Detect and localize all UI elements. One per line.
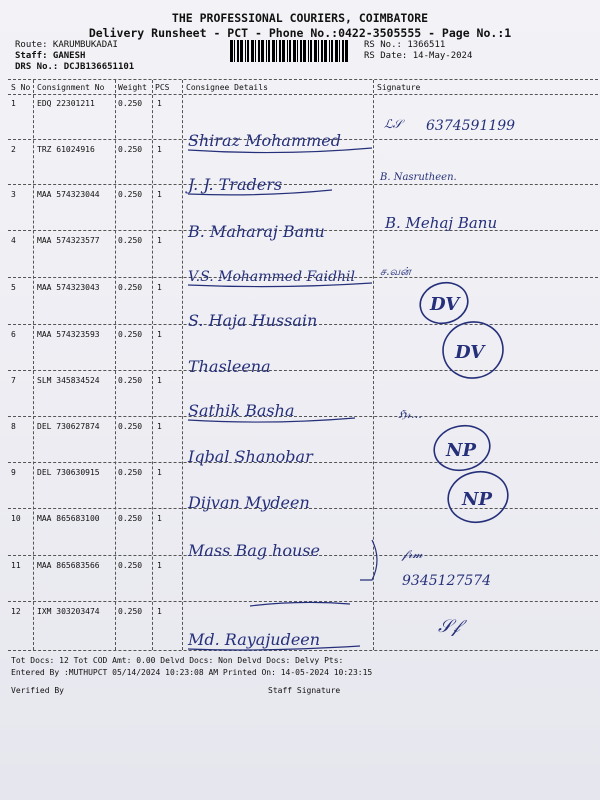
cell-pcs: 1 <box>157 607 162 616</box>
signature-mark: ℒ𝒮 <box>384 117 402 131</box>
barcode-bar <box>261 40 264 62</box>
cell-consignment: MAA 865683100 <box>37 514 100 523</box>
cell-sno: 10 <box>11 514 21 523</box>
col-header-consignment: Consignment No <box>37 83 105 92</box>
status-dv: DV <box>455 342 485 363</box>
status-circles <box>416 277 513 527</box>
cell-sno: 1 <box>11 99 16 108</box>
entered-by-line: Entered By :MUTHUPCT 05/14/2024 10:23:08 AM Printed On: 14-05-2024 10:23:15 <box>11 668 373 677</box>
rs-number: RS No.: 1366511 <box>364 40 446 50</box>
row-rule <box>8 277 598 278</box>
row-rule <box>8 324 598 325</box>
cell-pcs: 1 <box>157 190 162 199</box>
barcode-bar <box>345 40 348 62</box>
staff-signature-label: Staff Signature <box>268 686 341 695</box>
consignee-handwriting: B. Maharaj Banu <box>188 222 325 241</box>
barcode-bar <box>240 40 243 62</box>
status-np: NP <box>462 489 492 510</box>
barcode-bar <box>289 40 291 62</box>
signature-scribble: ℌ𝓇… <box>398 408 422 421</box>
row-rule <box>8 370 598 371</box>
barcode-bar <box>324 40 327 62</box>
company-title: THE PROFESSIONAL COURIERS, COIMBATORE <box>171 11 429 25</box>
cell-weight: 0.250 <box>118 514 143 523</box>
cell-pcs: 1 <box>157 514 162 523</box>
consignee-handwriting: Dijvan Mydeen <box>188 493 310 512</box>
barcode-bar <box>237 40 239 62</box>
cell-sno: 8 <box>11 422 16 431</box>
barcode-bar <box>230 40 233 62</box>
status-dv: DV <box>430 294 460 315</box>
barcode-bar <box>342 40 344 62</box>
cell-sno: 9 <box>11 468 16 477</box>
signature-scribble: 𝒮𝒻 <box>438 616 460 637</box>
barcode-bar <box>287 40 288 62</box>
consignee-handwriting: J. J. Traders <box>188 175 283 194</box>
barcode-bar <box>247 40 249 62</box>
cell-consignment: MAA 574323577 <box>37 236 100 245</box>
cell-weight: 0.250 <box>118 422 143 431</box>
header-rule <box>8 94 598 95</box>
barcode-bar <box>331 40 333 62</box>
cell-consignment: EDQ 22301211 <box>37 99 95 108</box>
consignee-handwriting: Mass Bag house <box>188 541 320 560</box>
row-rule <box>8 184 598 185</box>
cell-sno: 3 <box>11 190 16 199</box>
col-header-pcs: PCS <box>155 83 170 92</box>
cell-sno: 6 <box>11 330 16 339</box>
barcode-bar <box>310 40 312 62</box>
barcode-bar <box>297 40 298 62</box>
barcode-bar <box>268 40 270 62</box>
runsheet-title: Delivery Runsheet - PCT - Phone No.:0422-3505555 - Page No.:1 <box>88 26 512 40</box>
route-label: Route: KARUMBUKADAI <box>15 40 118 50</box>
barcode-bar <box>245 40 246 62</box>
row-rule <box>8 508 598 509</box>
signature-phone: 6374591199 <box>426 118 516 134</box>
staff-label: Staff: GANESH <box>15 51 86 61</box>
cell-weight: 0.250 <box>118 283 143 292</box>
barcode-bar <box>279 40 281 62</box>
cell-consignment: DEL 730627874 <box>37 422 100 431</box>
consignee-handwriting: Sathik Basha <box>188 401 295 420</box>
cell-pcs: 1 <box>157 330 162 339</box>
cell-pcs: 1 <box>157 283 162 292</box>
cell-weight: 0.250 <box>118 561 143 570</box>
barcode-bar <box>318 40 319 62</box>
barcode-bar <box>272 40 275 62</box>
cell-consignment: IXM 303203474 <box>37 607 100 616</box>
row-rule <box>8 601 598 602</box>
cell-weight: 0.250 <box>118 468 143 477</box>
signature-scribble: ச.வன் <box>380 265 411 278</box>
signature-scribble: 𝒻𝓇𝓂 <box>402 547 423 561</box>
barcode-bar <box>321 40 323 62</box>
cell-weight: 0.250 <box>118 145 143 154</box>
barcode-image <box>230 40 350 62</box>
cell-pcs: 1 <box>157 376 162 385</box>
cell-sno: 11 <box>11 561 21 570</box>
barcode-bar <box>339 40 340 62</box>
barcode-bar <box>282 40 285 62</box>
cell-consignment: TRZ 61024916 <box>37 145 95 154</box>
consignee-handwriting: Shiraz Mohammed <box>188 131 341 150</box>
rs-date: RS Date: 14-May-2024 <box>364 51 473 61</box>
consignee-handwriting: Iqbal Shanobar <box>188 447 313 466</box>
barcode-bar <box>276 40 277 62</box>
column-divider <box>33 80 34 650</box>
cell-consignment: DEL 730630915 <box>37 468 100 477</box>
signature-phone: 9345127574 <box>402 573 492 589</box>
cell-weight: 0.250 <box>118 236 143 245</box>
cell-pcs: 1 <box>157 561 162 570</box>
cell-weight: 0.250 <box>118 607 143 616</box>
column-divider <box>152 80 153 650</box>
column-divider <box>373 80 374 650</box>
cell-sno: 4 <box>11 236 16 245</box>
cell-pcs: 1 <box>157 99 162 108</box>
barcode-bar <box>255 40 256 62</box>
barcode-bar <box>314 40 317 62</box>
barcode-bar <box>303 40 306 62</box>
row-rule <box>8 462 598 463</box>
barcode-bar <box>329 40 330 62</box>
signature-text: B. Nasrutheen. <box>380 172 457 183</box>
cell-weight: 0.250 <box>118 99 143 108</box>
cell-consignment: MAA 574323593 <box>37 330 100 339</box>
column-divider <box>115 80 116 650</box>
cell-pcs: 1 <box>157 236 162 245</box>
col-header-sno: S No <box>11 83 31 92</box>
cell-consignment: MAA 574323043 <box>37 283 100 292</box>
column-divider <box>182 80 183 650</box>
cell-weight: 0.250 <box>118 190 143 199</box>
cell-consignment: MAA 574323044 <box>37 190 100 199</box>
barcode-bar <box>300 40 302 62</box>
barcode-bar <box>234 40 235 62</box>
col-header-signature: Signature <box>377 83 421 92</box>
table-top-rule <box>8 79 598 80</box>
status-np: NP <box>446 440 476 461</box>
cell-consignment: MAA 865683566 <box>37 561 100 570</box>
barcode-bar <box>266 40 267 62</box>
cell-pcs: 1 <box>157 145 162 154</box>
row-rule <box>8 416 598 417</box>
consignee-handwriting: Md. Rayajudeen <box>188 630 321 649</box>
table-bottom-rule <box>8 650 598 651</box>
cell-sno: 12 <box>11 607 21 616</box>
barcode-bar <box>293 40 296 62</box>
consignee-handwriting: V.S. Mohammed Faidhil <box>188 269 356 285</box>
barcode-bar <box>335 40 338 62</box>
cell-weight: 0.250 <box>118 376 143 385</box>
verified-by-label: Verified By <box>11 686 64 695</box>
cell-consignment: SLM 345834524 <box>37 376 100 385</box>
totals-line: Tot Docs: 12 Tot COD Amt: 0.00 Delvd Docs: Non Delvd Docs: Delvy Pts: <box>11 656 344 665</box>
row-rule <box>8 230 598 231</box>
cell-weight: 0.250 <box>118 330 143 339</box>
signature-text: B. Mehaj Banu <box>385 214 498 232</box>
cell-sno: 7 <box>11 376 16 385</box>
cell-sno: 5 <box>11 283 16 292</box>
cell-pcs: 1 <box>157 422 162 431</box>
barcode-bar <box>251 40 254 62</box>
row-rule <box>8 139 598 140</box>
cell-pcs: 1 <box>157 468 162 477</box>
barcode-bar <box>258 40 260 62</box>
col-header-weight: Weight <box>118 83 147 92</box>
row-rule <box>8 555 598 556</box>
drs-number: DRS No.: DCJB136651101 <box>15 62 135 72</box>
barcode-bar <box>308 40 309 62</box>
consignee-handwriting: S. Haja Hussain <box>188 311 318 330</box>
consignee-handwriting: Thasleena <box>188 357 271 376</box>
cell-sno: 2 <box>11 145 16 154</box>
col-header-consignee: Consignee Details <box>186 83 268 92</box>
